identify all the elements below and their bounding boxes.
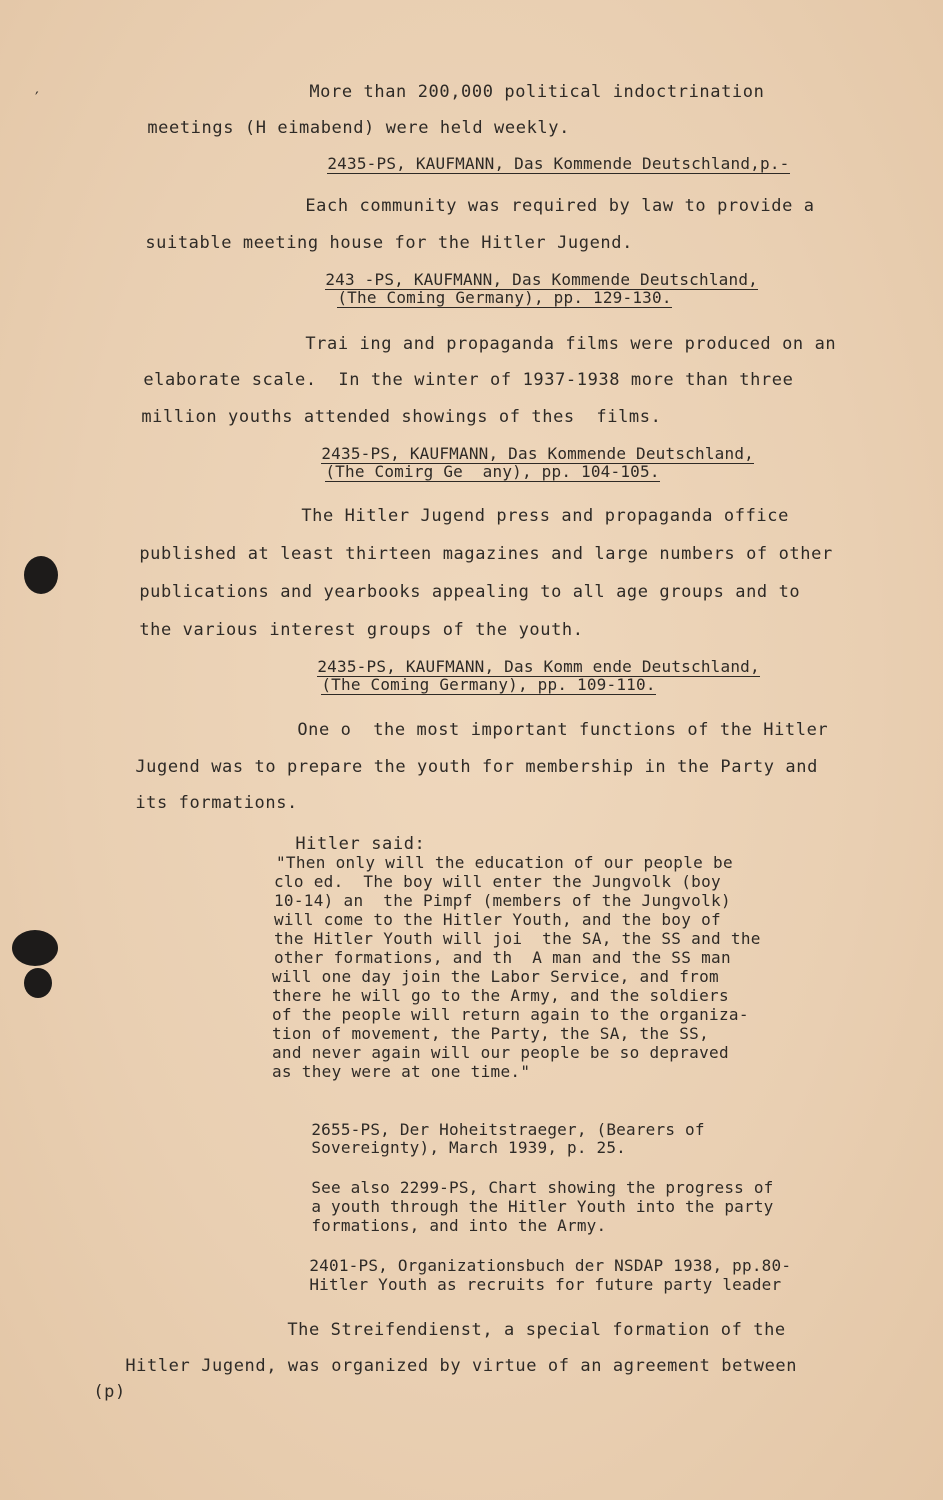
citation-3-line-2-text: (The Comirg Ge any), pp. 104-105. — [325, 462, 660, 481]
quote-line-3-text: 10-14) an the Pimpf (members of the Jungvolk) — [274, 891, 731, 910]
quote-line-6-text: other formations, and th A man and the SS man — [274, 948, 731, 967]
p1-line-1-text: More than 200,000 political indoctrination — [309, 82, 765, 102]
quote-line-12 — [272, 1062, 530, 1081]
citation-1-text: 2435-PS, KAUFMANN, Das Kommende Deutschland,p.- — [327, 154, 790, 173]
quote-line-10 — [272, 1024, 709, 1043]
quote-line-4-text: will come to the Hitler Youth, and the boy of — [274, 910, 721, 929]
p4-line-2-text: published at least thirteen magazines and large numbers of other — [139, 544, 833, 564]
p5-line-1-text: One o the most important functions of the Hitler — [297, 720, 829, 740]
citation-7-line-2-text: Hitler Youth as recruits for future party leader — [309, 1275, 782, 1294]
quote-line-7 — [272, 967, 719, 986]
quote-line-3 — [274, 891, 731, 910]
quote-line-5-text: the Hitler Youth will joi the SA, the SS and the — [274, 929, 761, 948]
citation-4-line-1-text: 2435-PS, KAUFMANN, Das Komm ende Deutschland, — [317, 657, 760, 676]
quote-line-1-text: "Then only will the education of our people be — [276, 853, 733, 872]
citation-5-line-1-text: 2655-PS, Der Hoheitstraeger, (Bearers of — [311, 1120, 705, 1139]
quote-line-7-text: will one day join the Labor Service, and from — [272, 967, 719, 986]
citation-4-line-2-text: (The Coming Germany), pp. 109-110. — [321, 675, 656, 694]
p2-line-1-text: Each community was required by law to provide a — [305, 196, 815, 216]
citation-5-line-2-text: Sovereignty), March 1939, p. 25. — [311, 1138, 626, 1157]
p6-line-2 — [82, 1336, 797, 1396]
citation-6-line-3-text: formations, and into the Army. — [311, 1216, 607, 1235]
punch-hole-middle — [12, 930, 58, 966]
quote-line-8 — [272, 986, 729, 1005]
quote-line-11-text: and never again will our people be so depraved — [272, 1043, 729, 1062]
quote-line-9-text: of the people will return again to the organiza- — [272, 1005, 749, 1024]
quote-line-11 — [272, 1043, 729, 1062]
punch-hole-bottom — [24, 968, 52, 998]
margin-tick: ′ — [32, 88, 42, 107]
quote-line-9 — [272, 1005, 749, 1024]
punch-hole-top — [24, 556, 58, 594]
quote-line-1 — [276, 853, 733, 872]
hitler-said-text: Hitler said: — [295, 834, 426, 854]
quote-line-12-text: as they were at one time." — [272, 1062, 531, 1081]
p4-line-3-text: publications and yearbooks appealing to all age groups and to — [139, 582, 801, 602]
p5-line-2-text: Jugend was to prepare the youth for membership in the Party and — [135, 757, 818, 777]
p3-line-3-text: million youths attended showings of thes films. — [141, 407, 662, 427]
page-mark-text: (p) — [93, 1382, 126, 1402]
citation-6-line-1-text: See also 2299-PS, Chart showing the progress of — [311, 1178, 774, 1197]
p3-line-2-text: elaborate scale. In the winter of 1937-1938 more than three — [143, 370, 794, 390]
quote-line-6 — [274, 948, 731, 967]
citation-3-line-1-text: 2435-PS, KAUFMANN, Das Kommende Deutschland, — [321, 444, 754, 463]
p3-line-1-text: Trai ing and propaganda films were produced on an — [305, 334, 837, 354]
quote-line-10-text: tion of movement, the Party, the SA, the SS, — [272, 1024, 710, 1043]
quote-line-8-text: there he will go to the Army, and the soldiers — [272, 986, 729, 1005]
quote-line-5 — [274, 929, 761, 948]
citation-6-line-2-text: a youth through the Hitler Youth into the party — [311, 1197, 774, 1216]
citation-2-line-2-text: (The Coming Germany), pp. 129-130. — [337, 288, 672, 307]
citation-7-line-1-text: 2401-PS, Organizationsbuch der NSDAP 1938, pp.80- — [309, 1256, 792, 1275]
p4-line-4-text: the various interest groups of the youth. — [139, 620, 584, 640]
quote-line-2 — [274, 872, 721, 891]
quote-line-4 — [274, 910, 721, 929]
quote-line-2-text: clo ed. The boy will enter the Jungvolk (boy — [274, 872, 721, 891]
p1-line-2-text: meetings (H eimabend) were held weekly. — [147, 118, 570, 138]
page-mark — [50, 1362, 126, 1422]
p6-line-2-text: Hitler Jugend, was organized by virtue of an agreement between — [125, 1356, 798, 1376]
p6-line-1-text: The Streifendienst, a special formation of the — [287, 1320, 786, 1340]
p5-line-3-text: its formations. — [135, 793, 298, 813]
p4-line-1-text: The Hitler Jugend press and propaganda office — [301, 506, 789, 526]
citation-2-line-1-text: 243 -PS, KAUFMANN, Das Kommende Deutschland, — [325, 270, 758, 289]
p2-line-2-text: suitable meeting house for the Hitler Jugend. — [145, 233, 633, 253]
